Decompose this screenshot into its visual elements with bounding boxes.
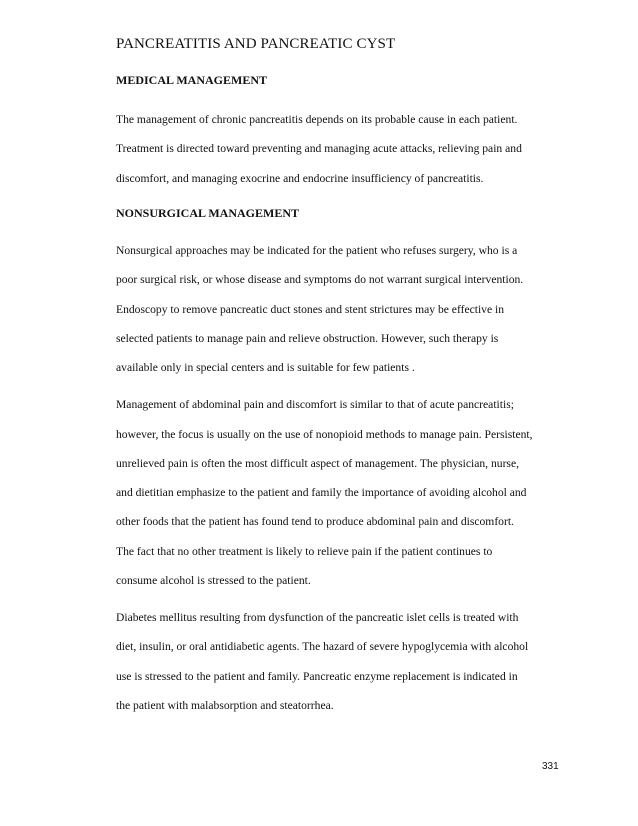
paragraph-line: Diabetes mellitus resulting from dysfunction of the pancreatic islet cells is treated with bbox=[116, 611, 519, 624]
paragraph-line: poor surgical risk, or whose disease and symptoms do not warrant surgical intervention. bbox=[116, 273, 524, 286]
paragraph-line: other foods that the patient has found tend to produce abdominal pain and discomfort. bbox=[116, 515, 514, 528]
paragraph-line: unrelieved pain is often the most difficult aspect of management. The physician, nurse, bbox=[116, 457, 519, 470]
paragraph-line: available only in special centers and is suitable for few patients . bbox=[116, 361, 415, 374]
paragraph-line: Endoscopy to remove pancreatic duct stones and stent strictures may be effective in bbox=[116, 303, 505, 316]
document-title: PANCREATITIS AND PANCREATIC CYST bbox=[116, 36, 396, 52]
heading-nonsurgical-management: NONSURGICAL MANAGEMENT bbox=[116, 206, 300, 220]
paragraph-line: diet, insulin, or oral antidiabetic agents. The hazard of severe hypoglycemia with alcohol bbox=[116, 640, 529, 653]
paragraph-line: Treatment is directed toward preventing and managing acute attacks, relieving pain and bbox=[116, 142, 522, 155]
paragraph-line: The fact that no other treatment is likely to relieve pain if the patient continues to bbox=[116, 545, 493, 558]
paragraph-line: discomfort, and managing exocrine and endocrine insufficiency of pancreatitis. bbox=[116, 172, 484, 185]
page-number: 331 bbox=[542, 761, 559, 772]
paragraph-line: Management of abdominal pain and discomfort is similar to that of acute pancreatitis; bbox=[116, 398, 514, 411]
paragraph-line: use is stressed to the patient and family. Pancreatic enzyme replacement is indicated in bbox=[116, 670, 518, 683]
heading-medical-management: MEDICAL MANAGEMENT bbox=[116, 73, 268, 87]
paragraph-line: selected patients to manage pain and relieve obstruction. However, such therapy is bbox=[116, 332, 499, 345]
paragraph-line: however, the focus is usually on the use of nonopioid methods to manage pain. Persistent, bbox=[116, 428, 533, 441]
paragraph-line: the patient with malabsorption and steatorrhea. bbox=[116, 699, 334, 712]
paragraph-line: The management of chronic pancreatitis depends on its probable cause in each patient. bbox=[116, 113, 518, 126]
paragraph-line: consume alcohol is stressed to the patient. bbox=[116, 574, 311, 587]
paragraph-line: Nonsurgical approaches may be indicated for the patient who refuses surgery, who is a bbox=[116, 244, 518, 257]
paragraph-line: and dietitian emphasize to the patient and family the importance of avoiding alcohol and bbox=[116, 486, 527, 499]
